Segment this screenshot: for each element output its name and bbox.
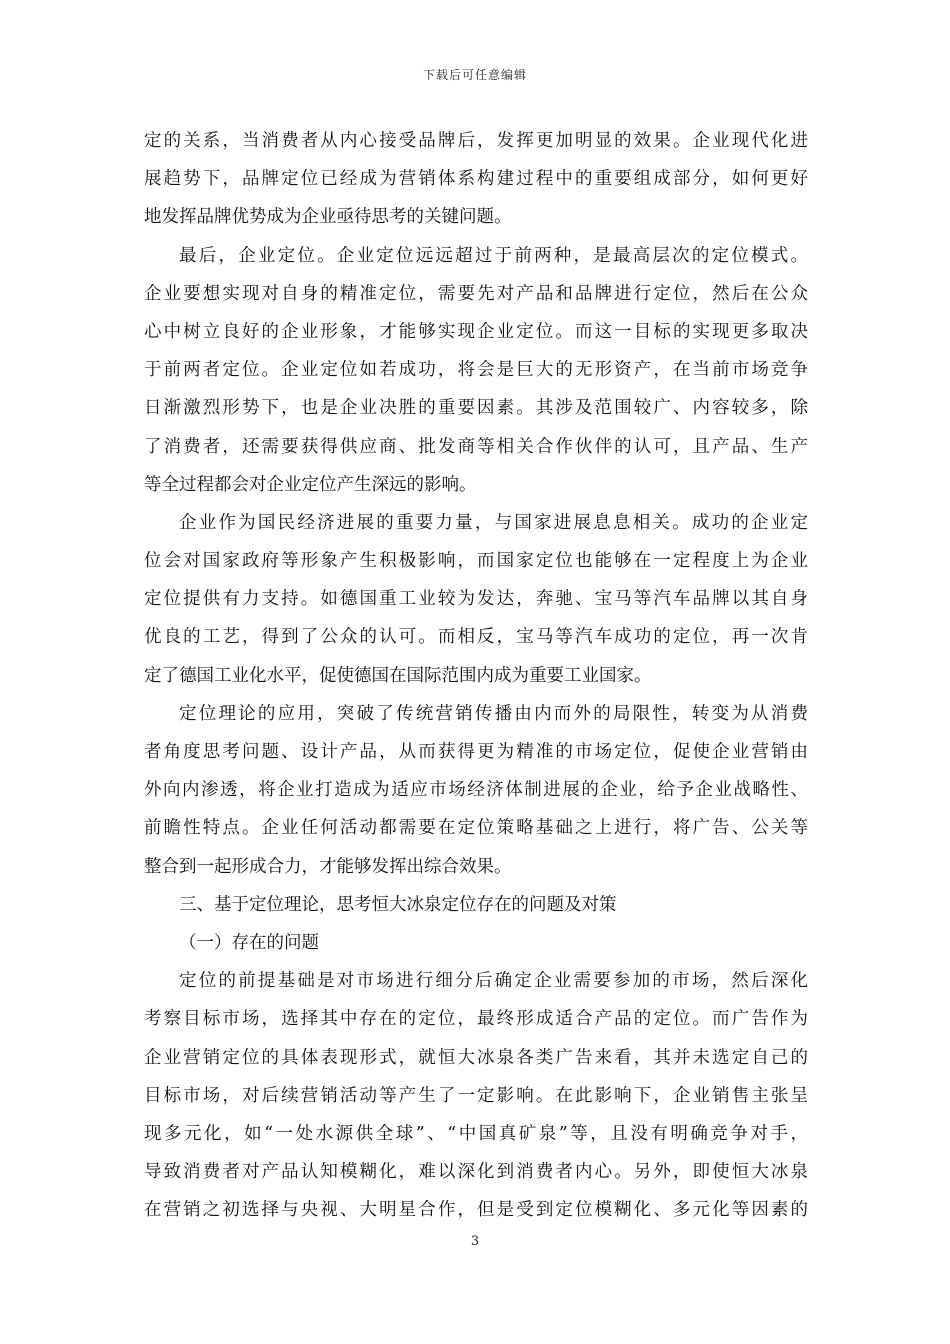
text-line: 外向内渗透，将企业打造成为适应市场经济体制进展的企业，给予企业战略性、 bbox=[144, 780, 808, 801]
text-line: 导致消费者对产品认知模糊化，难以深化到消费者内心。另外，即使恒大冰泉 bbox=[144, 1162, 808, 1183]
text-line: 位会对国家政府等形象产生积极影响，而国家定位也能够在一定程度上为企业 bbox=[144, 551, 808, 572]
document-body bbox=[144, 122, 808, 1229]
text-line: 心中树立良好的企业形象，才能够实现企业定位。而这一目标的实现更多取决 bbox=[144, 321, 808, 342]
text-line: 现多元化，如“一处水源供全球”、“中国真矿泉”等，且没有明确竞争对手， bbox=[144, 1123, 808, 1144]
text-line: 定的关系，当消费者从内心接受品牌后，发挥更加明显的效果。企业现代化进 bbox=[144, 131, 808, 151]
text-line: 整合到一起形成合力，才能够发挥出综合效果。 bbox=[144, 856, 512, 877]
text-line: 三、基于定位理论，思考恒大冰泉定位存在的问题及对策 bbox=[179, 894, 617, 915]
text-line: 定位理论的应用，突破了传统营销传播由内而外的局限性，转变为从消费 bbox=[179, 703, 808, 724]
text-line: 者角度思考问题、设计产品，从而获得更为精准的市场定位，促使企业营销由 bbox=[144, 742, 808, 762]
text-line: （一）存在的问题 bbox=[179, 932, 319, 953]
text-line: 目标市场，对后续营销活动等产生了一定影响。在此影响下，企业销售主张呈 bbox=[144, 1085, 808, 1106]
text-line: 企业要想实现对自身的精准定位，需要先对产品和品牌进行定位，然后在公众 bbox=[144, 283, 808, 304]
text-line: 展趋势下，品牌定位已经成为营销体系构建过程中的重要组成部分，如何更好 bbox=[144, 169, 808, 190]
text-line: 考察目标市场，选择其中存在的定位，最终形成适合产品的定位。而广告作为 bbox=[144, 1009, 808, 1030]
text-line: 定位提供有力支持。如德国重工业较为发达，奔驰、宝马等汽车品牌以其自身 bbox=[144, 589, 808, 610]
text-line: 等全过程都会对企业定位产生深远的影响。 bbox=[144, 474, 477, 495]
text-line: 优良的工艺，得到了公众的认可。而相反，宝马等汽车成功的定位，再一次肯 bbox=[144, 627, 808, 648]
text-line: 最后，企业定位。企业定位远远超过于前两种，是最高层次的定位模式。 bbox=[179, 245, 808, 266]
text-line: 于前两者定位。企业定位如若成功，将会是巨大的无形资产，在当前市场竞争 bbox=[144, 360, 808, 381]
text-line: 在营销之初选择与央视、大明星合作，但是受到定位模糊化、多元化等因素的 bbox=[144, 1200, 808, 1221]
text-line: 定位的前提基础是对市场进行细分后确定企业需要参加的市场，然后深化 bbox=[179, 971, 808, 992]
text-line: 定了德国工业化水平，促使德国在国际范围内成为重要工业国家。 bbox=[144, 665, 652, 686]
text-line: 日渐激烈形势下，也是企业决胜的重要因素。其涉及范围较广、内容较多，除 bbox=[144, 398, 808, 419]
text-line: 企业作为国民经济进展的重要力量，与国家进展息息相关。成功的企业定 bbox=[179, 512, 808, 533]
text-line: 企业营销定位的具体表现形式，就恒大冰泉各类广告来看，其并未选定自己的 bbox=[144, 1047, 808, 1068]
text-line: 地发挥品牌优势成为企业亟待思考的关键问题。 bbox=[144, 207, 512, 228]
text-line: 了消费者，还需要获得供应商、批发商等相关合作伙伴的认可，且产品、生产 bbox=[144, 436, 808, 457]
page-number: 3 bbox=[470, 1234, 480, 1249]
page-header: 下载后可任意编辑 bbox=[422, 68, 527, 82]
text-line: 前瞻性特点。企业任何活动都需要在定位策略基础之上进行，将广告、公关等 bbox=[144, 818, 808, 839]
